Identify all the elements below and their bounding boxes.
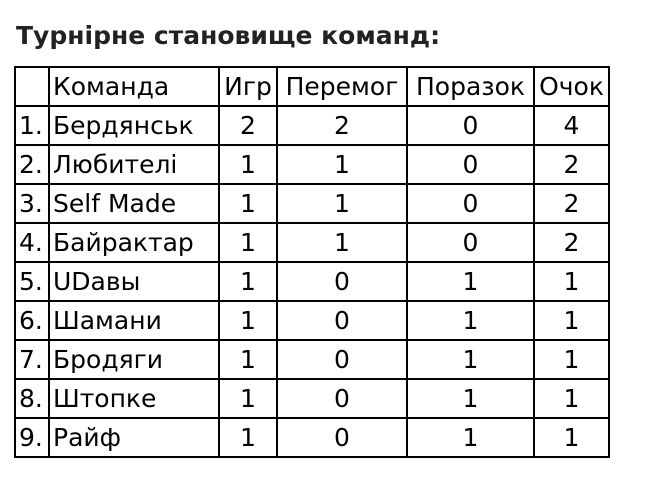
- losses-cell: 0: [407, 184, 534, 223]
- points-cell: 1: [534, 379, 609, 418]
- points-cell: 2: [534, 145, 609, 184]
- losses-cell: 1: [407, 262, 534, 301]
- wins-cell: 0: [277, 262, 407, 301]
- points-cell: 4: [534, 106, 609, 145]
- table-row: [15, 262, 609, 301]
- games-cell: 1: [219, 418, 277, 457]
- points-cell: 1: [534, 301, 609, 340]
- points-cell: 1: [534, 262, 609, 301]
- wins-cell: 2: [277, 106, 407, 145]
- losses-cell: 1: [407, 340, 534, 379]
- games-cell: 1: [219, 262, 277, 301]
- table-row: [15, 145, 609, 184]
- rank-cell: 3.: [15, 184, 49, 223]
- wins-cell: 1: [277, 184, 407, 223]
- table-row: [15, 379, 609, 418]
- table-row: [15, 223, 609, 262]
- team-cell: Бердянськ: [49, 106, 219, 145]
- games-cell: 1: [219, 145, 277, 184]
- rank-cell: 5.: [15, 262, 49, 301]
- points-cell: 2: [534, 184, 609, 223]
- rank-cell: 2.: [15, 145, 49, 184]
- games-cell: 1: [219, 223, 277, 262]
- standings-table: [14, 66, 610, 458]
- games-cell: 2: [219, 106, 277, 145]
- column-header-games: Игр: [219, 67, 277, 106]
- losses-cell: 0: [407, 145, 534, 184]
- games-cell: 1: [219, 184, 277, 223]
- losses-cell: 1: [407, 379, 534, 418]
- column-header-team: Команда: [49, 67, 219, 106]
- losses-cell: 0: [407, 106, 534, 145]
- team-cell: Райф: [49, 418, 219, 457]
- team-cell: Шамани: [49, 301, 219, 340]
- table-row: [15, 418, 609, 457]
- games-cell: 1: [219, 301, 277, 340]
- rank-cell: 1.: [15, 106, 49, 145]
- table-row: [15, 340, 609, 379]
- rank-cell: 4.: [15, 223, 49, 262]
- wins-cell: 0: [277, 301, 407, 340]
- table-header-row: [15, 67, 609, 106]
- rank-cell: 8.: [15, 379, 49, 418]
- table-row: [15, 301, 609, 340]
- rank-cell: 6.: [15, 301, 49, 340]
- wins-cell: 1: [277, 223, 407, 262]
- column-header-wins: Перемог: [277, 67, 407, 106]
- rank-cell: 9.: [15, 418, 49, 457]
- games-cell: 1: [219, 379, 277, 418]
- wins-cell: 0: [277, 379, 407, 418]
- points-cell: 2: [534, 223, 609, 262]
- losses-cell: 1: [407, 301, 534, 340]
- wins-cell: 1: [277, 145, 407, 184]
- table-row: [15, 106, 609, 145]
- column-header-rank: [15, 67, 49, 106]
- games-cell: 1: [219, 340, 277, 379]
- team-cell: Штопке: [49, 379, 219, 418]
- points-cell: 1: [534, 340, 609, 379]
- team-cell: Бродяги: [49, 340, 219, 379]
- losses-cell: 1: [407, 418, 534, 457]
- column-header-losses: Поразок: [407, 67, 534, 106]
- team-cell: Self Made: [49, 184, 219, 223]
- wins-cell: 0: [277, 340, 407, 379]
- column-header-points: Очок: [534, 67, 609, 106]
- rank-cell: 7.: [15, 340, 49, 379]
- team-cell: Байрактар: [49, 223, 219, 262]
- losses-cell: 0: [407, 223, 534, 262]
- team-cell: UDавы: [49, 262, 219, 301]
- team-cell: Любителі: [49, 145, 219, 184]
- table-row: [15, 184, 609, 223]
- page-title: Турнірне становище команд:: [16, 21, 441, 50]
- wins-cell: 0: [277, 418, 407, 457]
- points-cell: 1: [534, 418, 609, 457]
